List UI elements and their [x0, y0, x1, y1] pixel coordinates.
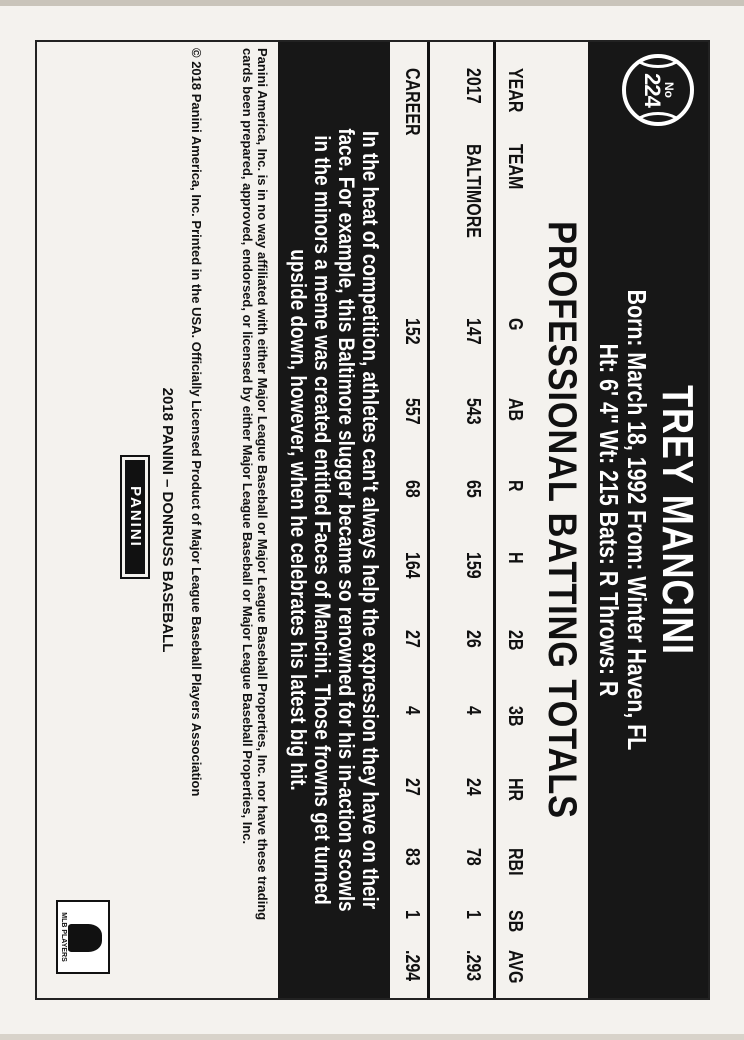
card-number-label: No: [662, 82, 676, 98]
card-back: [35, 40, 710, 1000]
col-header: 3B: [504, 706, 526, 727]
col-header: SB: [504, 910, 526, 933]
stat-cell: 557: [401, 398, 423, 425]
bio-line-1: Born: March 18, 1992 From: Winter Haven, FL: [622, 289, 652, 751]
col-header: RBI: [504, 848, 526, 876]
col-header: R: [504, 480, 526, 492]
section-title: PROFESSIONAL BATTING TOTALS: [540, 221, 584, 819]
stat-cell: 78: [462, 848, 484, 866]
stat-cell: 68: [401, 480, 423, 498]
stat-cell: 1: [401, 910, 423, 919]
stat-cell: 27: [401, 778, 423, 796]
stat-cell: 65: [462, 480, 484, 498]
col-header: HR: [504, 778, 526, 802]
stat-cell: 27: [401, 630, 423, 648]
copyright-text: © 2018 Panini America, Inc. Printed in the USA. Officially Licensed Product of Major League Baseball Players Association: [189, 48, 204, 797]
col-header: G: [504, 318, 526, 331]
header-band: [588, 40, 710, 1000]
card-bottom-edge: [0, 1034, 744, 1040]
player-name: TREY MANCINI: [653, 385, 702, 655]
card-number: 224: [640, 73, 665, 107]
stat-cell: 1: [462, 910, 484, 919]
stat-cell: 2017: [462, 68, 484, 104]
panini-logo: [120, 455, 150, 579]
stat-cell: 24: [462, 778, 484, 796]
stat-cell: .294: [401, 950, 423, 982]
stat-cell: 164: [401, 552, 423, 579]
col-header: TEAM: [504, 144, 526, 190]
batter-silhouette-icon: [68, 924, 102, 952]
col-header: H: [504, 552, 526, 564]
stat-cell: BALTIMORE: [462, 144, 484, 238]
col-header: 2B: [504, 630, 526, 651]
panini-logo-text: PANINI: [125, 460, 145, 574]
stat-cell: 147: [462, 318, 484, 345]
stat-cell: 4: [401, 706, 423, 715]
baseball-number-badge: [622, 54, 694, 126]
card-top-edge: [0, 0, 744, 6]
baseball-seam-icon: [632, 38, 684, 68]
stat-cell: 159: [462, 552, 484, 579]
col-header: AB: [504, 398, 526, 422]
table-row: [391, 40, 430, 1000]
col-header: AVG: [504, 950, 526, 984]
stat-cell: 26: [462, 630, 484, 648]
mlbpa-logo-icon: [56, 900, 110, 974]
player-blurb: [278, 40, 390, 1000]
mlbpa-logo-text: MLB PLAYERS: [60, 912, 67, 962]
col-header: YEAR: [504, 68, 526, 113]
bio-line-2: Ht: 6' 4" Wt: 215 Bats: R Throws: R: [594, 343, 624, 697]
stat-cell: .293: [462, 950, 484, 982]
legal-text: Panini America, Inc. is in no way affiliated with either Major League Baseball or Major League Baseball Properties, Inc. nor have these trading cards been prepared, approved, endorsed, or licensed by either Major League Baseball or Major League Baseball Properties, Inc.: [240, 48, 270, 921]
stats-header-row: [493, 40, 530, 1000]
blurb-text: In the heat of competition, athletes can't always help the expression they have on their face. For example, this Baltimore slugger became so renowned for his in-action scowls in the minors a meme was created entitled Faces of Mancini. Those frowns get turned upside down, however, when he celebrates his latest big hit.: [286, 128, 383, 912]
stat-cell: 543: [462, 398, 484, 425]
stat-cell: CAREER: [401, 68, 423, 136]
stat-cell: 4: [462, 706, 484, 715]
stat-cell: 83: [401, 848, 423, 866]
table-row: [456, 40, 488, 1000]
stat-cell: 152: [401, 318, 423, 345]
product-line: 2018 PANINI – DONRUSS BASEBALL: [159, 387, 176, 653]
